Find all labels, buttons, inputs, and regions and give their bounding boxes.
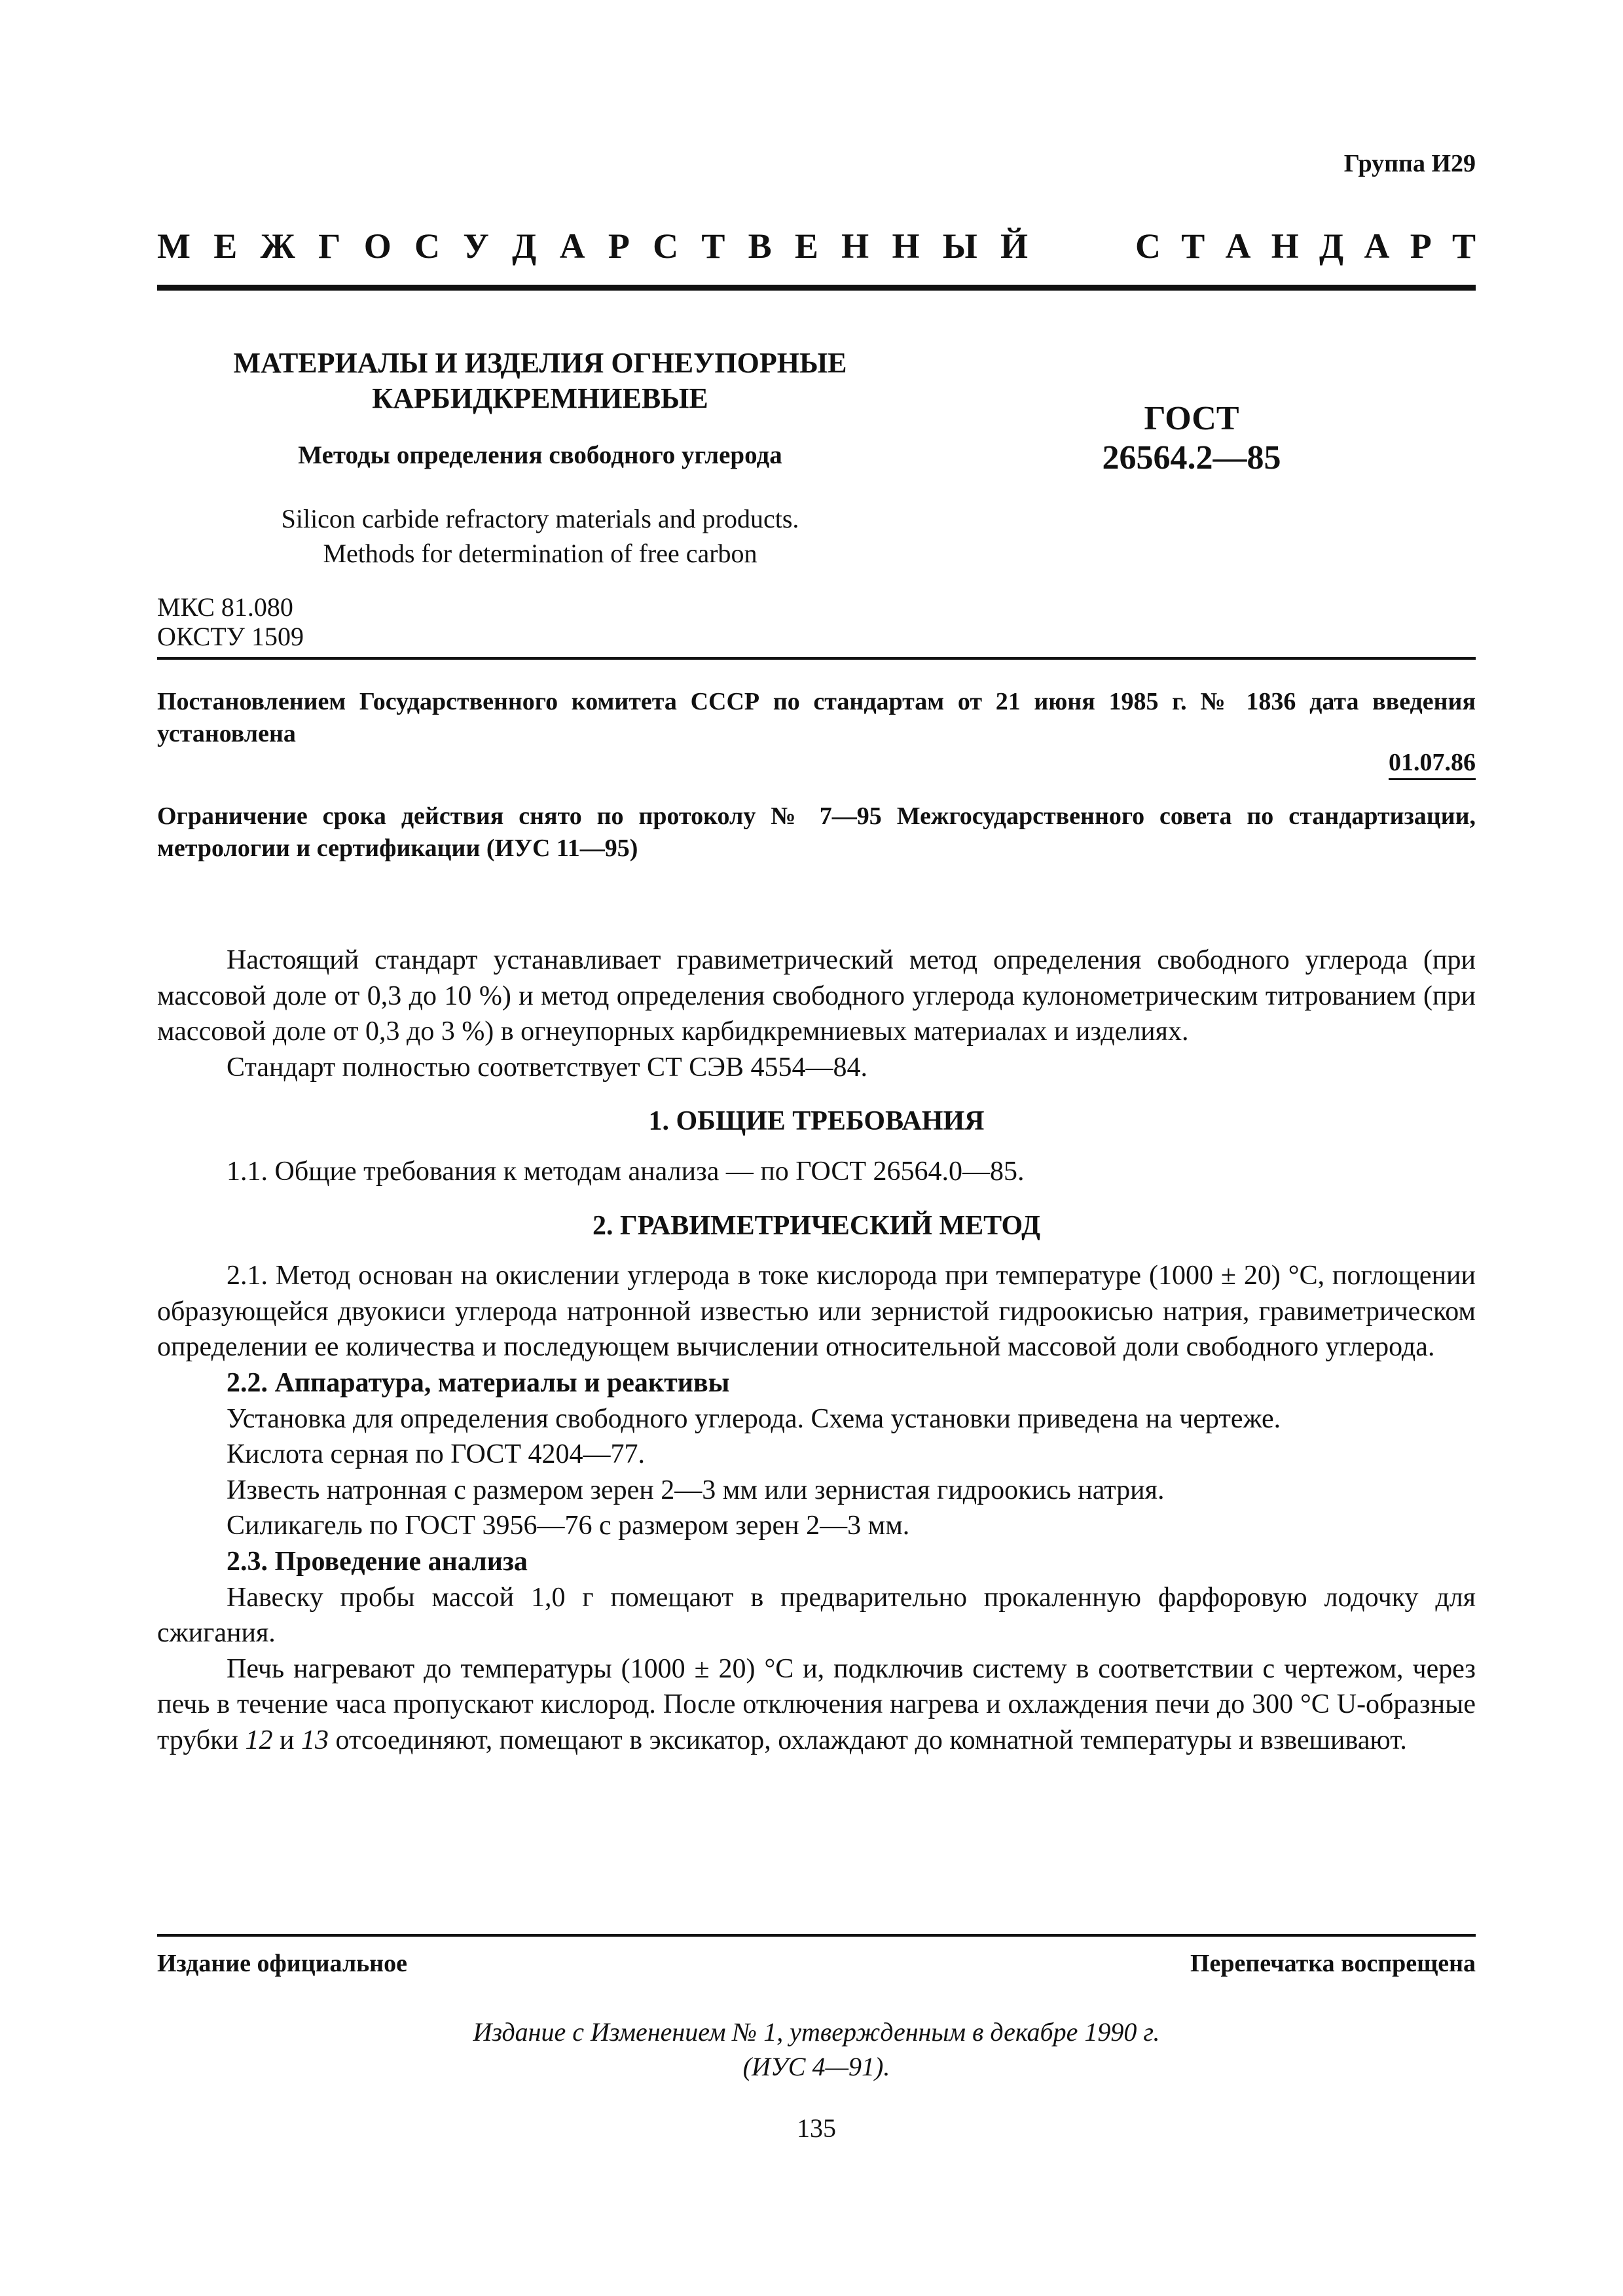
document-body xyxy=(157,942,1476,1758)
banner-letter: Н xyxy=(892,226,920,266)
banner-letter: Е xyxy=(213,226,238,266)
banner-letter: Д xyxy=(512,226,537,266)
banner-letter: Й xyxy=(1000,226,1028,266)
banner-letter: Ж xyxy=(260,226,295,266)
edition-line-2: (ИУС 4—91). xyxy=(742,2052,890,2082)
banner-letter: С xyxy=(414,226,441,266)
document-title xyxy=(196,346,884,416)
section-2-heading: 2. ГРАВИМЕТРИЧЕСКИЙ МЕТОД xyxy=(592,1210,1041,1241)
banner-letter: В xyxy=(748,226,772,266)
clause-2-1: 2.1. Метод основан на окислении углерода в токе кислорода при температуре (1000 ± 20) °С, поглощении образующейся двуокиси углерода натронной известью или зернистой гидроокисью натрия, гравиметрическом определении ее количества и последующем вычислении относительной массовой доли свободного углерода. xyxy=(157,1261,1476,1363)
document-subtitle: Методы определения свободного углерода xyxy=(298,441,782,469)
mks-code: МКС 81.080 xyxy=(157,592,293,622)
compliance-paragraph: Стандарт полностью соответствует СТ СЭВ 4554—84. xyxy=(227,1052,867,1083)
header-rule xyxy=(157,285,1476,291)
decree-text: Постановлением Государственного комитета СССР по стандартам от 21 июня 1985 г. № 1836 дата введения установлена xyxy=(157,688,1476,748)
edition-line-1: Издание с Изменением № 1, утвержденным в декабре 1990 г. xyxy=(473,2017,1160,2047)
english-title xyxy=(196,501,884,571)
clause-2-2-heading: 2.2. Аппаратура, материалы и реактивы xyxy=(227,1367,730,1398)
figure-ref-13: 13 xyxy=(301,1725,329,1755)
banner-letter: Ы xyxy=(942,226,977,266)
english-title-line-2: Methods for determination of free carbon xyxy=(323,539,757,569)
clause-text: отсоединяют, помещают в эксикатор, охлаждают до комнатной температуры и взвешивают. xyxy=(329,1725,1407,1755)
banner-letter: А xyxy=(1364,226,1390,266)
official-edition: Издание официальное xyxy=(157,1950,408,1977)
gost-designation xyxy=(1054,399,1329,478)
classification-codes xyxy=(157,593,304,652)
clause-2-3-paragraph-2 xyxy=(157,1651,1476,1759)
banner-letter: А xyxy=(559,226,585,266)
banner-letter: С xyxy=(653,226,679,266)
codes-rule xyxy=(157,657,1476,660)
group-code: Группа И29 xyxy=(1343,150,1476,177)
banner-word-standard xyxy=(1135,226,1476,266)
clause-2-2-item-1: Установка для определения свободного углерода. Схема установки приведена на чертеже. xyxy=(227,1403,1281,1434)
english-title-line-1: Silicon carbide refractory materials and products. xyxy=(281,504,799,533)
gost-label: ГОСТ xyxy=(1144,400,1239,437)
standard-banner xyxy=(157,226,1476,266)
banner-word-interstate xyxy=(157,226,1028,266)
okstu-code: ОКСТУ 1509 xyxy=(157,621,304,651)
clause-2-3-paragraph-1: Навеску пробы массой 1,0 г помещают в предварительно прокаленную фарфоровую лодочку для сжигания. xyxy=(157,1582,1476,1649)
intro-paragraph: Настоящий стандарт устанавливает гравиметрический метод определения свободного углерода (при массовой доле от 0,3 до 10 %) и метод определения свободного углерода кулонометрическим титрованием (при массовой доле от 0,3 до 3 %) в огнеупорных карбидкремниевых материалах и изделиях. xyxy=(157,945,1476,1047)
banner-letter: Н xyxy=(1271,226,1299,266)
introduction-date: 01.07.86 xyxy=(1389,748,1476,780)
banner-letter: Н xyxy=(841,226,869,266)
banner-letter: М xyxy=(157,226,191,266)
banner-letter: О xyxy=(363,226,392,266)
banner-letter: Т xyxy=(1451,226,1476,266)
banner-letter: Р xyxy=(1410,226,1432,266)
clause-2-2-item-2: Кислота серная по ГОСТ 4204—77. xyxy=(227,1439,646,1470)
clause-text: Печь нагревают до температуры (1000 ± 20) °С и, подключив систему в соответствии с чертежом, через печь в течение часа пропускают кислород. После отключения нагрева и охлаждения печи до 300 °С U-образные трубки xyxy=(157,1653,1476,1755)
banner-letter: А xyxy=(1225,226,1251,266)
clause-2-3-heading: 2.3. Проведение анализа xyxy=(227,1546,528,1577)
clause-2-2-item-4: Силикагель по ГОСТ 3956—76 с размером зерен 2—3 мм. xyxy=(227,1511,910,1541)
title-line-1: МАТЕРИАЛЫ И ИЗДЕЛИЯ ОГНЕУПОРНЫЕ xyxy=(233,347,847,379)
banner-letter: Д xyxy=(1319,226,1344,266)
banner-letter: Е xyxy=(794,226,818,266)
reprint-prohibited: Перепечатка воспрещена xyxy=(1190,1950,1476,1977)
clause-text: и xyxy=(272,1725,301,1755)
banner-letter: Т xyxy=(701,226,725,266)
limitation-note: Ограничение срока действия снято по протоколу № 7—95 Межгосударственного совета по стандартизации, метрологии и сертификации (ИУС 11—95) xyxy=(157,802,1476,863)
banner-letter: Г xyxy=(318,226,341,266)
footer-rule xyxy=(157,1934,1476,1937)
clause-2-2-item-3: Известь натронная с размером зерен 2—3 мм или зернистая гидроокись натрия. xyxy=(227,1475,1165,1505)
banner-letter: Р xyxy=(608,226,630,266)
banner-letter: У xyxy=(463,226,489,266)
edition-note xyxy=(157,2015,1476,2084)
page-number: 135 xyxy=(797,2113,836,2143)
clause-1-1: 1.1. Общие требования к методам анализа — по ГОСТ 26564.0—85. xyxy=(227,1156,1025,1187)
figure-ref-12: 12 xyxy=(245,1725,273,1755)
banner-letter: Т xyxy=(1181,226,1205,266)
title-line-2: КАРБИДКРЕМНИЕВЫЕ xyxy=(372,382,708,414)
banner-letter: С xyxy=(1135,226,1161,266)
gost-number: 26564.2—85 xyxy=(1102,439,1281,476)
section-1-heading: 1. ОБЩИЕ ТРЕБОВАНИЯ xyxy=(648,1106,985,1137)
